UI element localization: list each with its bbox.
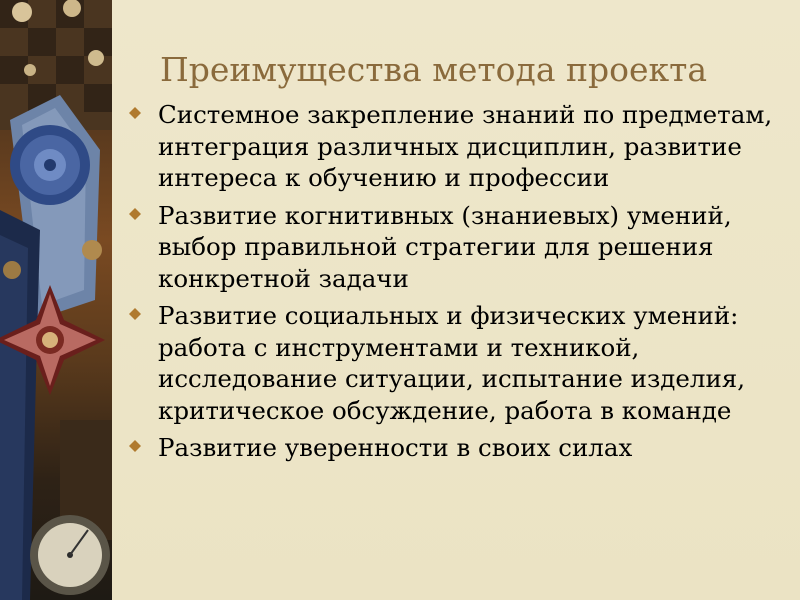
bullet-item-3 bbox=[126, 300, 786, 426]
medals-illustration bbox=[0, 0, 112, 600]
diamond-bullet-icon bbox=[129, 440, 141, 452]
bullet-item-2 bbox=[126, 200, 786, 295]
bullet-text-3: Развитие социальных и физических умений: работа с инструментами и техникой, исследование ситуации, испытание изделия, критическое обсуждение, работа в команде bbox=[158, 301, 746, 425]
bullet-list bbox=[126, 99, 786, 470]
diamond-bullet-icon bbox=[129, 107, 141, 119]
diamond-bullet-icon bbox=[129, 208, 141, 220]
bullet-text-4: Развитие уверенности в своих силах bbox=[158, 433, 633, 462]
diamond-bullet-icon bbox=[129, 308, 141, 320]
bullet-text-2: Развитие когнитивных (знаниевых) умений, выбор правильной стратегии для решения конкретной задачи bbox=[158, 200, 732, 293]
decorative-medals-image bbox=[0, 0, 112, 600]
bullet-item-1 bbox=[126, 99, 786, 194]
bullet-text-1: Системное закрепление знаний по предметам, интеграция различных дисциплин, развитие интереса к обучению и профессии bbox=[158, 100, 773, 192]
bullet-item-4 bbox=[126, 432, 786, 464]
slide-title: Преимущества метода проекта bbox=[160, 50, 708, 89]
